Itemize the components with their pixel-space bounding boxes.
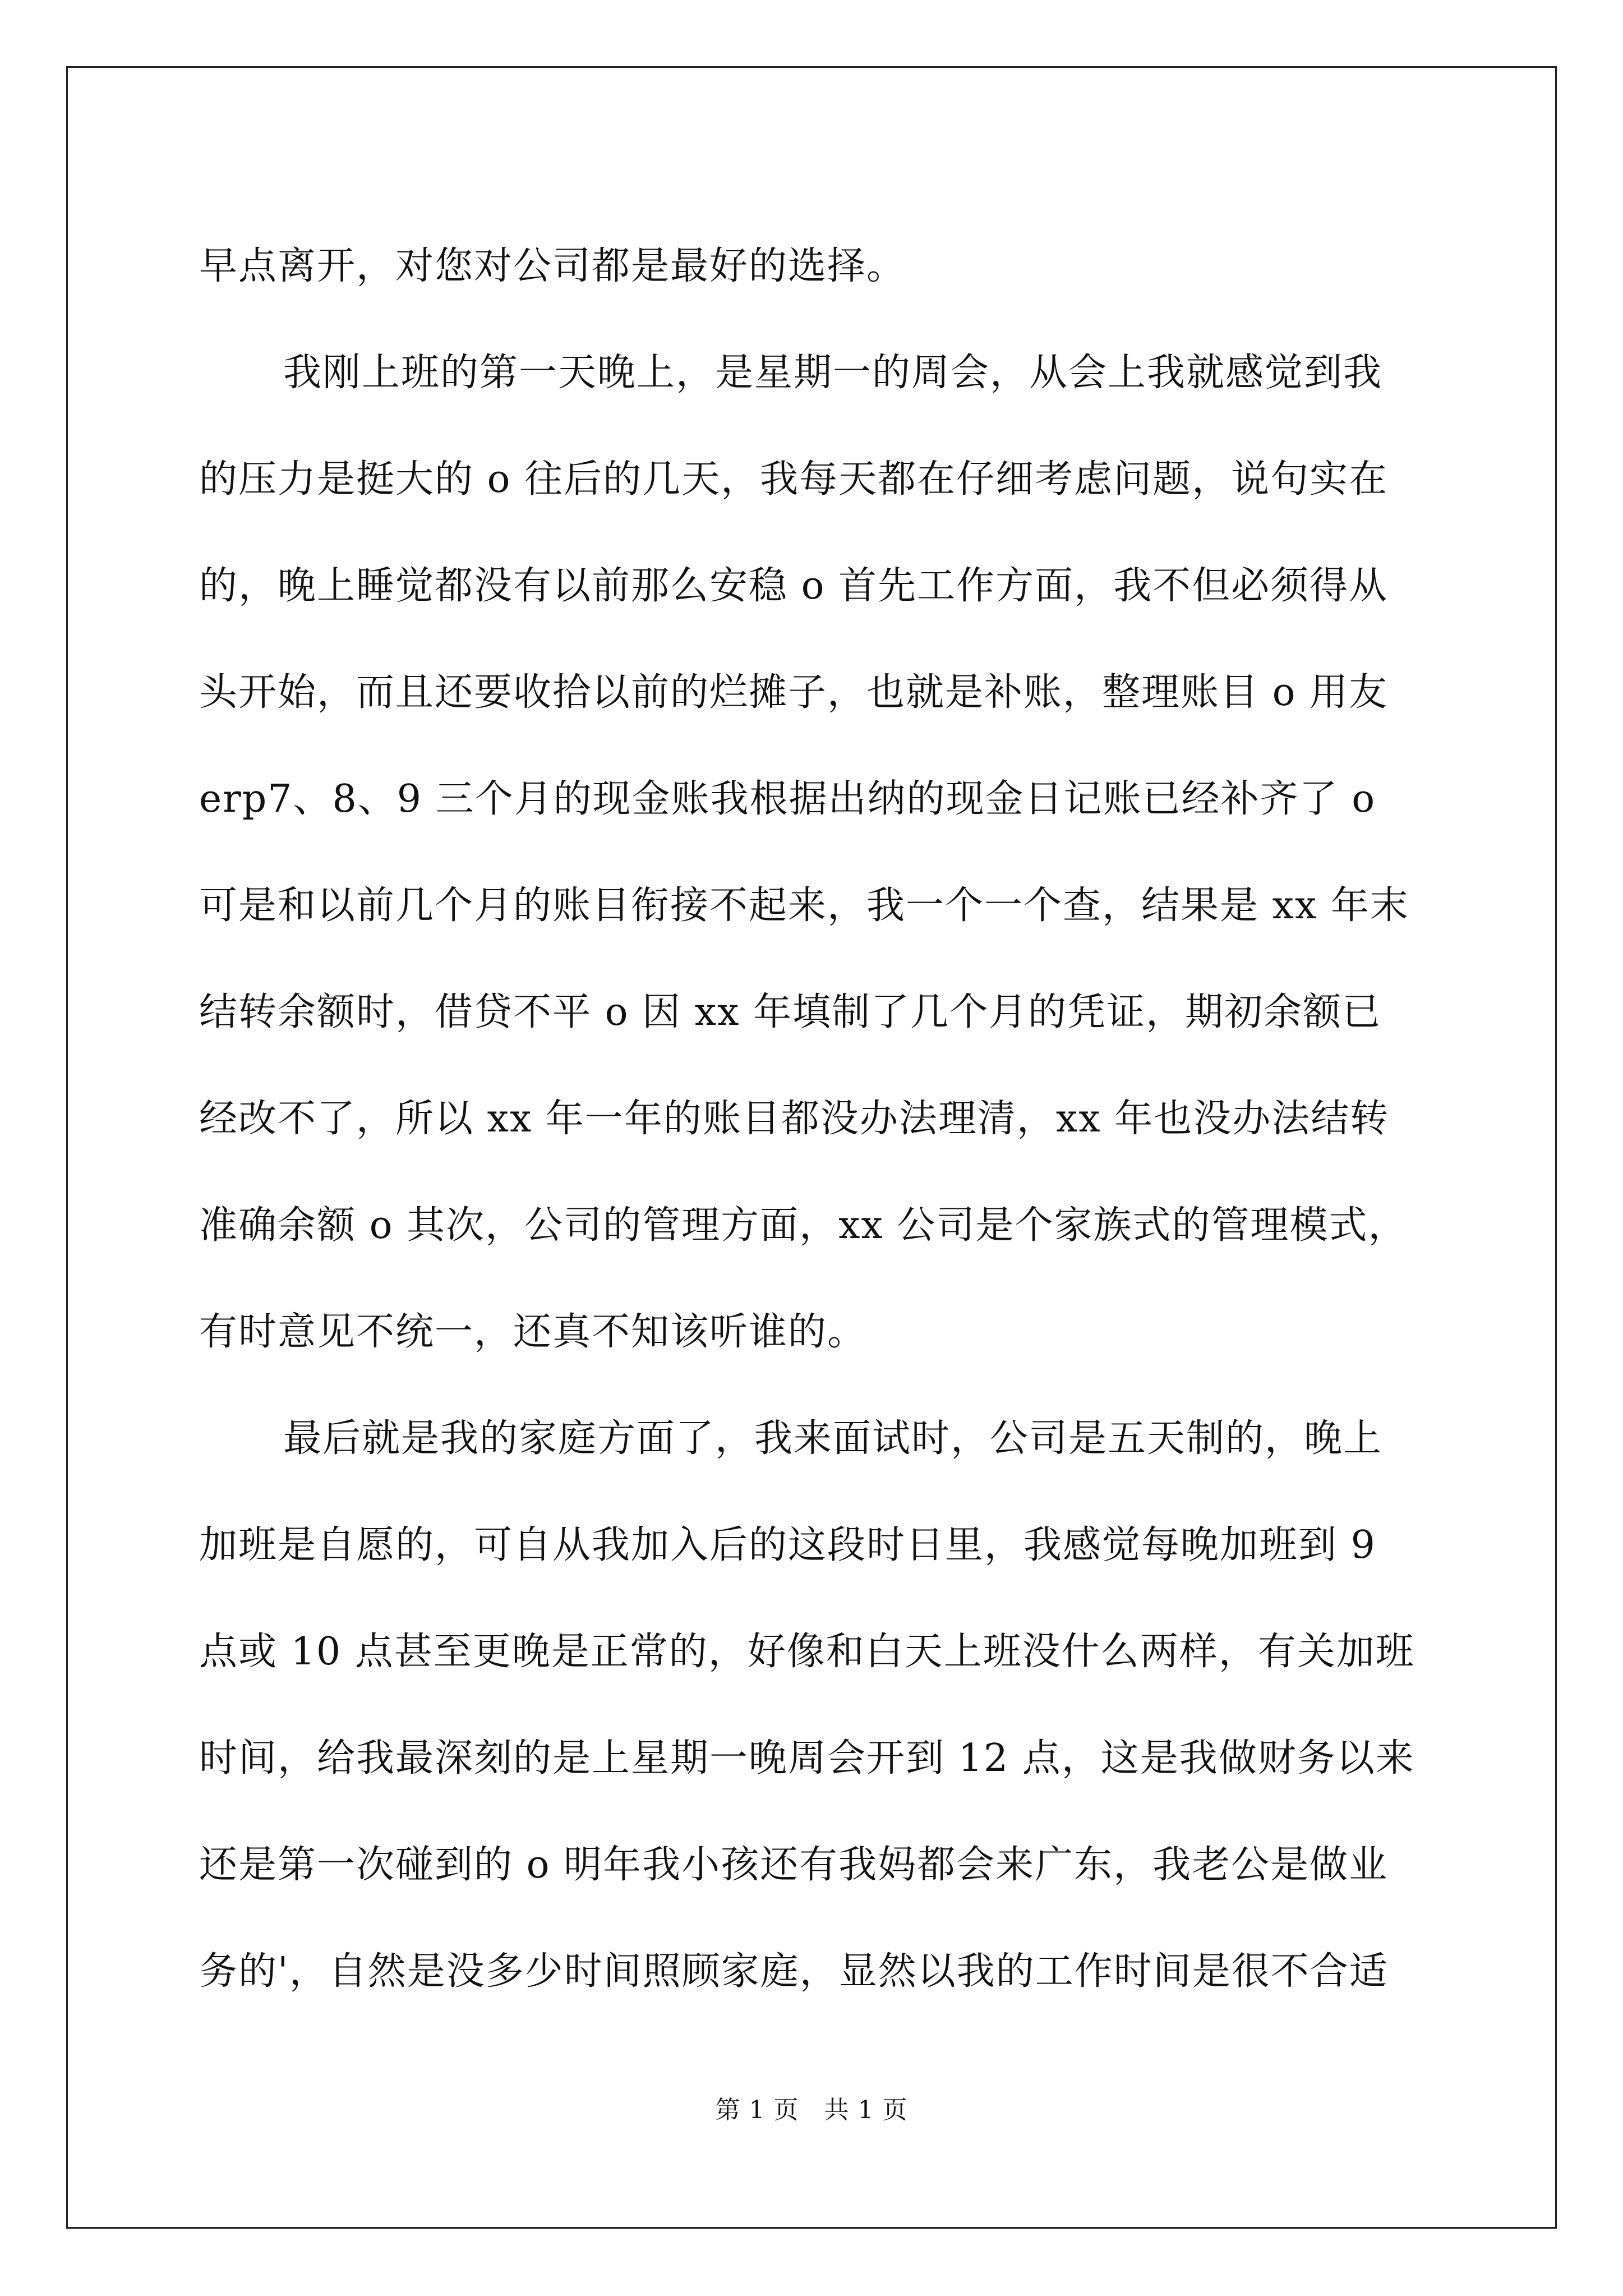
document-body (199, 213, 1433, 2025)
text-line-16: 还是第一次碰到的 o 明年我小孩还有我妈都会来广东，我老公是做业 (199, 1843, 1389, 1887)
text-line-13: 加班是自愿的，可自从我加入后的这段时日里，我感觉每晚加班到 9 (199, 1523, 1376, 1567)
page-number-label: 第 1 页 共 1 页 (715, 2096, 908, 2124)
text-line-4: 的，晚上睡觉都没有以前那么安稳 o 首先工作方面，我不但必须得从 (199, 564, 1389, 608)
text-line-15: 时间，给我最深刻的是上星期一晚周会开到 12 点，这是我做财务以来 (199, 1736, 1415, 1780)
page-footer (0, 2090, 1623, 2125)
text-line-11: 有时意见不统一，还真不知该听谁的。 (199, 1310, 867, 1354)
text-line-1: 早点离开，对您对公司都是最好的选择。 (199, 244, 906, 288)
text-line-8: 结转余额时，借贷不平 o 因 xx 年填制了几个月的凭证，期初余额已 (199, 990, 1382, 1034)
text-line-7: 可是和以前几个月的账目衔接不起来，我一个一个查，结果是 xx 年末 (199, 884, 1409, 928)
text-line-12: 最后就是我的家庭方面了，我来面试时，公司是五天制的，晚上 (283, 1416, 1383, 1461)
text-line-17: 务的'，自然是没多少时间照顾家庭，显然以我的工作时间是很不合适 (199, 1949, 1389, 1994)
text-line-3: 的压力是挺大的 o 往后的几天，我每天都在仔细考虑问题，说句实在 (199, 457, 1389, 501)
text-line-5: 头开始，而且还要收拾以前的烂摊子，也就是补账，整理账目 o 用友 (199, 670, 1389, 715)
text-line-14: 点或 10 点甚至更晚是正常的，好像和白天上班没什么两样，有关加班 (199, 1630, 1415, 1674)
text-line-9: 经改不了，所以 xx 年一年的账目都没办法理清，xx 年也没办法结转 (199, 1097, 1390, 1141)
text-line-10: 准确余额 o 其次，公司的管理方面，xx 公司是个家族式的管理模式， (199, 1203, 1408, 1248)
text-line-2: 我刚上班的第一天晚上，是星期一的周会，从会上我就感觉到我 (283, 351, 1383, 395)
text-line-6: erp7、8、9 三个月的现金账我根据出纳的现金日记账已经补齐了 o (199, 777, 1376, 821)
